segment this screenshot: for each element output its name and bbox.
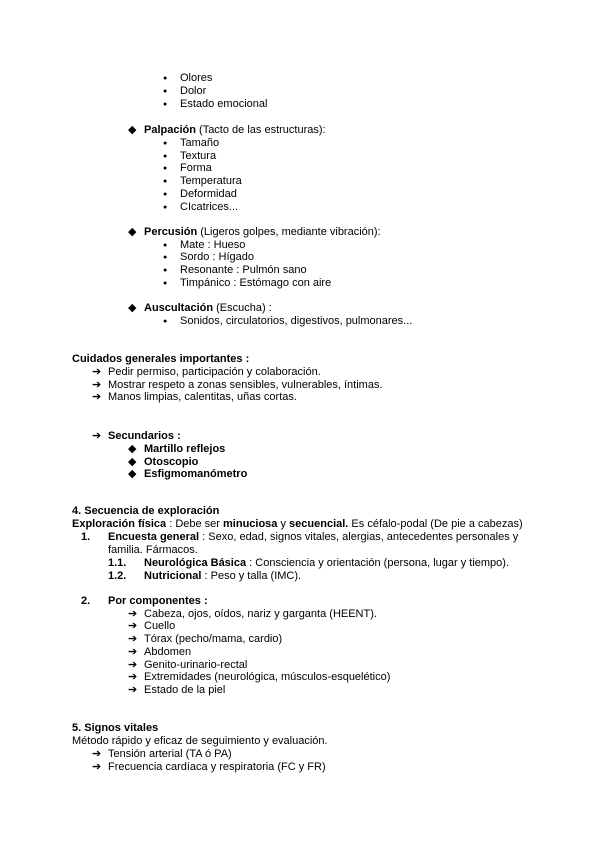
palpacion-heading: Palpación (Tacto de las estructuras): bbox=[144, 124, 326, 136]
list-number: 2. bbox=[81, 595, 91, 607]
list-item: Genito-urinario-rectal bbox=[144, 659, 248, 671]
diamond-bullet-icon: ◆ bbox=[128, 456, 137, 468]
arrow-icon: ➔ bbox=[92, 430, 102, 442]
diamond-bullet-icon: ◆ bbox=[128, 124, 137, 136]
arrow-icon: ➔ bbox=[128, 608, 138, 620]
list-item: Esfigmomanómetro bbox=[144, 468, 248, 480]
section-title: 4. Secuencia de exploración bbox=[72, 505, 220, 517]
arrow-icon: ➔ bbox=[128, 620, 138, 632]
list-item-continuation: familia. Fármacos. bbox=[108, 544, 198, 556]
list-item: ● Forma bbox=[180, 162, 212, 175]
list-item: Frecuencia cardíaca y respiratoria (FC y FR) bbox=[108, 761, 326, 773]
list-item: Martillo reflejos bbox=[144, 443, 226, 455]
list-item: Cuello bbox=[144, 620, 176, 632]
list-item: Cabeza, ojos, oídos, nariz y garganta (HEENT). bbox=[144, 608, 377, 620]
list-item: Extremidades (neurológica, músculos-esquelético) bbox=[144, 671, 391, 683]
list-item: ● Sonidos, circulatorios, digestivos, pulmonares... bbox=[180, 315, 412, 328]
list-item: ● Deformidad bbox=[180, 188, 237, 201]
arrow-icon: ➔ bbox=[128, 633, 138, 645]
list-number: 1. bbox=[81, 531, 91, 543]
list-item: ● Tamaño bbox=[180, 137, 219, 150]
section-title: 5. Signos vitales bbox=[72, 722, 159, 734]
list-item: ● Resonante : Pulmón sano bbox=[180, 264, 307, 277]
auscultacion-heading: Auscultación (Escucha) : bbox=[144, 302, 272, 314]
list-item: Neurológica Básica : Consciencia y orientación (persona, lugar y tiempo). bbox=[144, 557, 509, 569]
list-number: 1.2. bbox=[108, 570, 127, 582]
arrow-icon: ➔ bbox=[92, 761, 102, 773]
section-heading: Cuidados generales importantes : bbox=[72, 353, 250, 365]
list-item: ● Estado emocional bbox=[180, 98, 267, 111]
list-item: Por componentes : bbox=[108, 595, 208, 607]
arrow-icon: ➔ bbox=[92, 391, 102, 403]
list-item: Manos limpias, calentitas, uñas cortas. bbox=[108, 391, 297, 403]
diamond-bullet-icon: ◆ bbox=[128, 302, 137, 314]
list-item: ● Textura bbox=[180, 150, 216, 163]
list-item: Mostrar respeto a zonas sensibles, vulnerables, íntimas. bbox=[108, 379, 383, 391]
secundarios-heading: Secundarios : bbox=[108, 430, 181, 442]
list-item: Otoscopio bbox=[144, 456, 199, 468]
list-item: ● Temperatura bbox=[180, 175, 242, 188]
list-item: ● Sordo : Hígado bbox=[180, 251, 254, 264]
list-item: ● Timpánico : Estómago con aire bbox=[180, 277, 331, 290]
section-intro: Método rápido y eficaz de seguimiento y evaluación. bbox=[72, 735, 328, 747]
list-item: Nutricional : Peso y talla (IMC). bbox=[144, 570, 302, 582]
arrow-icon: ➔ bbox=[128, 659, 138, 671]
percusion-heading: Percusión (Ligeros golpes, mediante vibración): bbox=[144, 226, 381, 238]
list-item: Tórax (pecho/mama, cardio) bbox=[144, 633, 283, 645]
diamond-bullet-icon: ◆ bbox=[128, 226, 137, 238]
list-item: Abdomen bbox=[144, 646, 192, 658]
list-item: ● CIcatrices... bbox=[180, 201, 238, 214]
list-item: Encuesta general : Sexo, edad, signos vitales, alergias, antecedentes personales y bbox=[108, 531, 519, 543]
arrow-icon: ➔ bbox=[128, 671, 138, 683]
list-item: ● Dolor bbox=[180, 85, 206, 98]
list-item: Tensión arterial (TA ó PA) bbox=[108, 748, 232, 760]
list-number: 1.1. bbox=[108, 557, 127, 569]
arrow-icon: ➔ bbox=[92, 748, 102, 760]
list-item: ● Olores bbox=[180, 72, 212, 85]
arrow-icon: ➔ bbox=[92, 379, 102, 391]
arrow-icon: ➔ bbox=[128, 646, 138, 658]
list-item: Pedir permiso, participación y colaboración. bbox=[108, 366, 321, 378]
list-item: ● Mate : Hueso bbox=[180, 239, 245, 252]
arrow-icon: ➔ bbox=[92, 366, 102, 378]
list-item: Estado de la piel bbox=[144, 684, 226, 696]
diamond-bullet-icon: ◆ bbox=[128, 468, 137, 480]
section-intro: Exploración física : Debe ser minuciosa y secuencial. Es céfalo-podal (De pie a cabezas) bbox=[72, 518, 523, 530]
diamond-bullet-icon: ◆ bbox=[128, 443, 137, 455]
arrow-icon: ➔ bbox=[128, 684, 138, 696]
